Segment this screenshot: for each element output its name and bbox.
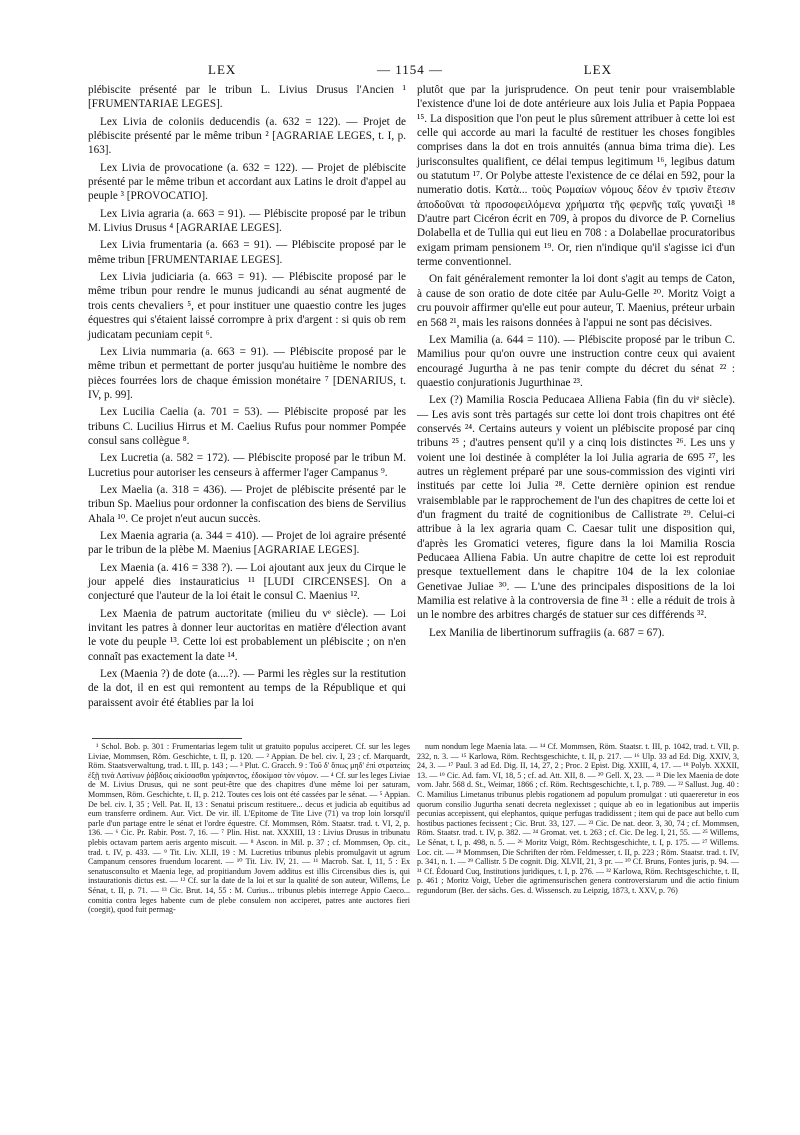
entry-lex-maelia: Lex Maelia (a. 318 = 436). — Projet de plébiscite présenté par le tribun Sp. Maelius pour ordonner la confiscation des biens de Servilius Ahala ¹⁰. Ce projet n'eut aucun succès. [88, 483, 406, 525]
entry-lex-livia-judiciaria: Lex Livia judiciaria (a. 663 = 91). — Plébiscite proposé par le même tribun pour rendre le munus judicandi au sénat augmenté de trois cents chevaliers ⁵, et pour instituer une quaestio contre les juges équestres qui s'étaient laissé corrompre à prix d'argent : si quis ob rem judicatam pecuniam cepit ⁶. [88, 271, 406, 341]
entry-lex-manilia: Lex Manilia de libertinorum suffragiis (a. 687 = 67). [429, 626, 665, 639]
entry-lex-maenia-de-dote: Lex (Maenia ?) de dote (a....?). — Parmi les règles sur la restitution de la dot, il en est qui remontent au temps de la République et qui paraissent avoir été établies par la loi [88, 668, 406, 709]
footnotes-right [417, 742, 739, 896]
entry-lex-livia-de-provocatione: Lex Livia de provocatione (a. 632 = 122). — Projet de plébiscite présenté par le même tribun et accordant aux Latins le droit d'appel au peuple ³ [PROVOCATIO]. [88, 161, 406, 203]
page-number: — 1154 — [376, 62, 444, 77]
entry-lex-mamilia: Lex Mamilia (a. 644 = 110). — Plébiscite proposé par le tribun C. Mamilius pour qu'on ouvre une instruction contre ceux qui avaient encouragé Jugurtha à ne pas tenir compte du décret du sénat ²² : quaestio conjurationis Jugurthinae ²³. [417, 333, 735, 389]
footnote-text: num nondum lege Maenia lata. — ¹⁴ Cf. Mommsen, Röm. Staatsr. t. III, p. 1042, trad. t. VII, p. 232, n. 3. — ¹⁵ Karlowa, Röm. Rechtsgeschichte, t. II, p. 217. — ¹⁶ Ulp. 33 ad Ed. Dig. XXIV, 3, 24, 3. — ¹⁷ Paul. 3 ad Ed. Dig. II, 14, 27, 2 ; Proc. 2 Epist. Dig. XXIII, 4, 17. — ¹⁸ Polyb. XXXII, 13. — ¹⁹ Cic. Ad. fam. VI, 18, 5 ; cf. ad. Att. XII, 8. — ²⁰ Gell. X, 23. — ²¹ Die lex Maenia de dote vom. Jahr. 568 d. St., Weimar, 1866 ; cf. Röm. Rechtsgeschichte, t. I, p. 789. — ²² Sallust. Jug. 40 : C. Mamilius Limetanus tribunus plebis rogationem ad populum promulgat : uti quaereretur in eos quorum consilio Jugurtha senati decreta neglexisset ; quique ab eo in legationibus aut imperiis pecunias accepissent, qui elephantos, quique perfugas tradidissent ; item qui de pace aut bello cum hostibus pactiones fecissent ; Cic. Brut. 33, 127. — ²³ Cic. De nat. deor. 3, 30, 74 ; cf. Mommsen, Röm. Staatsr. trad. t. IV, p. 382. — ²⁴ Gromat. vet. t. 263 ; cf. Cic. De leg. I, 21, 55. — ²⁵ Willems, Le Sénat, t. I, p. 498, n. 5. — ²⁶ Moritz Voigt, Röm. Rechtsgeschichte, t. I, p. 175. — ²⁷ Willems. Loc. cit. — ²⁸ Mommsen, Die Schriften der röm. Feldmesser, t. II, p. 223 ; Röm. Staatsr. trad. t. IV, p. 341, n. 1. — ²⁹ Callistr. 5 De cognit. Dig. XLVII, 21, 3 pr. — ³⁰ Cf. Bruns, Fontes juris, p. 94. — ³¹ Cf. Édouard Cuq, Institutions juridiques, t. I, p. 276. — ³² Karlowa, Röm. Rechtsgeschichte, t. II, p. 461 ; Moritz Voigt, Ueber die agrimensurischen genera controversiarum und die actio finium regundorum (Ber. der sächs. Ges. d. Wissensch. zu Leipzig, 1873, t. XXV, p. 76) [417, 742, 739, 895]
footnote-divider [92, 738, 242, 739]
entry-lex-livia-frumentaria: Lex Livia frumentaria (a. 663 = 91). — Plébiscite proposé par le même tribun [FRUMENTARIAE LEGES]. [88, 239, 406, 266]
right-column [417, 83, 735, 643]
entry-lex-maenia-de-patrum-auctoritate: Lex Maenia de patrum auctoritate (milieu du vᵉ siècle). — Loi invitant les patres à donner leur auctoritas en matière d'élection avant le vote du peuple ¹³. Cette loi est probablement un plébiscite ; on n'en connaît pas exactement la date ¹⁴. [88, 607, 406, 663]
running-head-right: LEX [583, 62, 612, 77]
entry-lex-livia-de-coloniis: Lex Livia de coloniis deducendis (a. 632 = 122). — Projet de plébiscite présenté par le même tribun ² [AGRARIAE LEGES, t. I, p. 163]. [88, 115, 406, 157]
page-header [88, 62, 732, 80]
entry-lex-livia-nummaria: Lex Livia nummaria (a. 663 = 91). — Plébiscite proposé par le même tribun et permettant de porter jusqu'au huitième le nombre des pièces fourrées lors de chaque émission monétaire ⁷ [DENARIUS, t. IV, p. 99]. [88, 345, 406, 401]
paragraph: plutôt que par la jurisprudence. On peut tenir pour vraisemblable l'existence d'une loi de dote antérieure aux lois Julia et Papia Poppaea ¹⁵. La disposition que l'on peut le plus sûrement attribuer à cette loi est celle qui accorde au mari la faculté de restituer les choses fongibles comprises dans la dot en trois annuités (annua bima trima die). Les jurisconsultes qualifient, ce délai tempus legitimum ¹⁶, legibus datum ou statutum ¹⁷. Or Polybe atteste l'existence de ce délai en 592, pour la numeratio dotis. Κατὰ... τοὺς Ρωμαίων νόμους δέον ἐν τρισὶν ἔτεσιν ἀποδοῦναι τὰ προσοφειλόμενα χρήματα τῆς φερνῆς ταῖς γυναιξὶ ¹⁸ D'autre part Cicéron écrit en 709, à propos du divorce de P. Cornelius Dolabella et de Tullia qui eut lieu en 708 : a Dolabellae procuratoribus exigam primam pensionem ¹⁹. Or, rien n'indique qu'il s'agisse ici d'un terme conventionnel. [417, 84, 735, 269]
entry-lex-maenia: Lex Maenia (a. 416 = 338 ?). — Loi ajoutant aux jeux du Cirque le jour appelé dies instauraticius ¹¹ [LUDI CIRCENSES]. On a conjecturé que l'auteur de la loi était le consul C. Maenius ¹². [88, 561, 406, 603]
entry-lex-mamilia-roscia: Lex (?) Mamilia Roscia Peducaea Alliena Fabia (fin du viᵉ siècle). — Les avis sont très partagés sur cette loi dont trois chapitres ont été conservés ²⁴. Certains auteurs y voient un plébiscite proposé par cinq tribuns ²⁵ ; d'autres pensent qu'il y a cinq lois distinctes ²⁶. Les uns y voient une loi destinée à compléter la loi Julia agraria de 695 ²⁷, les autres un règlement préparé par une sous-commission des viginti viri institués par cette loi Julia ²⁸. Cette dernière opinion est rendue vraisemblable par le rapprochement de l'un des chapitres de cette loi et d'un fragment du traité de cognitionibus de Callistrate ²⁹. Celui-ci attribue à la lex agraria quam C. Caesar tulit une disposition qui, d'après les Gromatici veteres, figure dans la loi Mamilia Roscia Peducaea Alliena Fabia. Un autre chapitre de cette loi est reproduit presque textuellement dans le chapitre 104 de la lex coloniae Genetivae Juliae ³⁰. — L'une des principales dispositions de la loi Mamilia est relative à la controversia de fine ³¹ : elle a réduit de trois à un le nombre des arbitres chargés de statuer sur ces différends ³². [417, 394, 735, 622]
running-head-left: LEX [208, 62, 237, 77]
entry-lex-maenia-agraria: Lex Maenia agraria (a. 344 = 410). — Projet de loi agraire présenté par le tribun de la plèbe M. Maenius [AGRARIAE LEGES]. [88, 529, 406, 557]
footnotes-left [88, 742, 410, 915]
footnote-text: ¹ Schol. Bob. p. 301 : Frumentarias legem tulit ut gratuito populus acciperet. Cf. sur les leges Liviae, Mommsen, Röm. Geschichte, t. II, p. 120. — ² Appian. De bel. civ. I, 23 ; cf. Marquardt, Röm. Staatsverwaltung, trad. t. III, p. 143 ; — ³ Plut. C. Gracch. 9 : Τοῦ δ' ὅπως μηδ' ἐπὶ στρατείας ἐξῇ τινὰ Λατίνων ῥάβδοις αἰκίσασθαι γράψαντος, ἐδοκίμασ τὸν νόμον. — ⁴ Cf. sur les leges Liviae de M. Livius Drusus, qui ne sont peut-être que des chapitres d'une même loi per saturam, Mommsen, Röm. Geschichte, t. II, p. 212. Toutes ces lois ont été cassées par le sénat. — ⁵ Appian. De bel. civ. I, 35 ; Vell. Pat. II, 13 : Senatui priscum restituere... decus et judicia ab equitibus ad eum transferre ordinem. Aur. Vict. De vir. ill. L'Epitome de Tite Live (71) va trop loin lorsqu'il parle d'un partage entre le sénat et l'ordre équestre. Cf. Mommsen, Röm. Staatsr. trad. t. VI, 2, p. 136. — ⁶ Cic. Pr. Rabir. Post. 7, 16. — ⁷ Plin. Hist. nat. XXXIII, 13 : Livius Drusus in tribunatu plebis octavam partem aeris argento miscuit. — ⁸ Ascon. in Mil. p. 37 ; cf. Mommsen, Op. cit., trad. t. IV, p. 433. — ⁹ Tit. Liv. XLII, 19 : M. Lucretius tribunus plebis promulgavit ut agrum Campanum censores fruendum locarent. — ¹⁰ Tit. Liv. IV, 21. — ¹¹ Macrob. Sat. I, 11, 5 : Ex senatusconsulto et Maenia lege, ad propitiandum Jovem additus est illis Circensibus dies is, qui instaurationis dictus est. — ¹² Cf. sur la date de la loi et sur la qualité de son auteur, Willems, Le Sénat, t. II, p. 71. — ¹³ Cic. Brut. 14, 55 : M. Curius... tribunus plebis interrege Appio Caeco... comitia contra leges habente cum de plebe consulem non acciperet, patres ante auctores fieri (coegit), quod fuit permag- [88, 742, 410, 915]
entry-lex-livia-agraria: Lex Livia agraria (a. 663 = 91). — Plébiscite proposé par le tribun M. Livius Drusus ⁴ [AGRARIAE LEGES]. [88, 207, 406, 235]
entry-lex-lucretia: Lex Lucretia (a. 582 = 172). — Plébiscite proposé par le tribun M. Lucretius pour autoriser les censeurs à affermer l'ager Campanus ⁹. [88, 452, 406, 479]
paragraph: On fait généralement remonter la loi dont s'agit au temps de Caton, à cause de son oratio de dote citée par Aulu-Gelle ²⁰. Moritz Voigt a cru pouvoir affirmer qu'elle eut pour auteur, T. Maenius, préteur urbain en 568 ²¹, mais les raisons données à l'appui ne sont pas décisives. [417, 273, 735, 329]
left-column [88, 83, 406, 713]
paragraph: plébiscite présenté par le tribun L. Livius Drusus l'Ancien ¹ [FRUMENTARIAE LEGES]. [88, 84, 406, 111]
entry-lex-lucilia-caelia: Lex Lucilia Caelia (a. 701 = 53). — Plébiscite proposé par les tribuns C. Lucilius Hirrus et M. Caelius Rufus pour nommer Pompée consul sans collègue ⁸. [88, 406, 406, 447]
